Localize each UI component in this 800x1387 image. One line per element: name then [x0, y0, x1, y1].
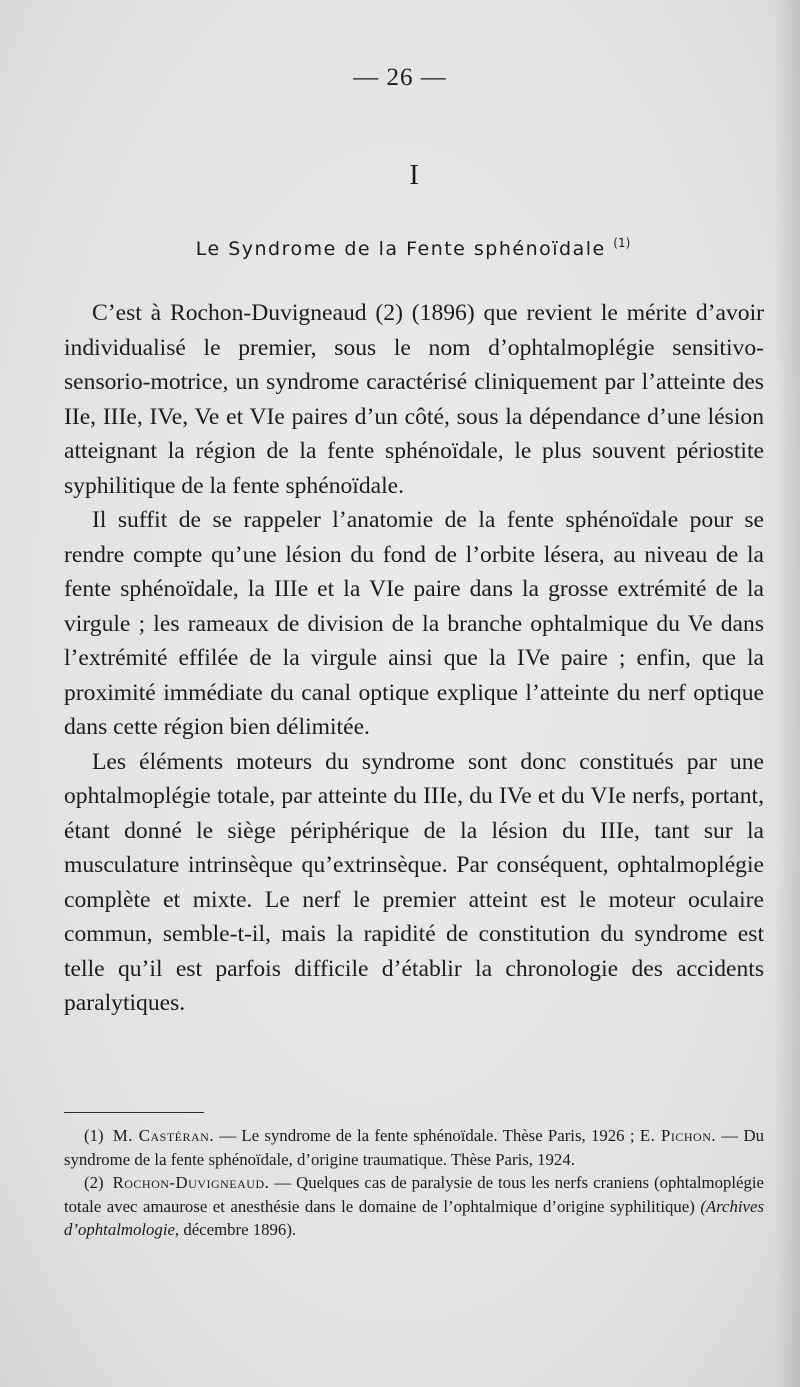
paragraph: Il suffit de se rappeler l’anatomie de la fente sphénoïdale pour se rendre compte qu’une lésion du fond de l’orbite lésera, au niveau de la fente sphénoïdale, la IIIe et la VIe paire dans la grosse extrémité de la virgule ; les rameaux de division de la branche ophtalmique du Ve dans l’extrémité effilée de la virgule ainsi que la IVe paire ; enfin, que la proximité immédiate du canal optique explique l’atteinte du nerf optique dans cette région bien délimitée.: [64, 507, 764, 740]
footnote-date: décembre 1896).: [183, 1220, 297, 1239]
page-number: — 26 —: [353, 64, 447, 91]
footnote-marker: (1): [84, 1126, 104, 1145]
section-title-footnote-ref: (1): [613, 236, 631, 250]
paragraph: C’est à Rochon-Duvigneaud (2) (1896) que revient le mérite d’avoir individualisé le premier, sous le nom d’ophtalmoplégie sensitivo-sensorio-motrice, un syndrome caractérisé cliniquement par l’atteinte des IIe, IIIe, IVe, Ve et VIe paires d’un côté, sous la dépendance d’une lésion atteignant la région de la fente sphénoïdale, le plus souvent périostite syphilitique de la fente sphénoïdale.: [64, 300, 764, 499]
footnote-author: M. Castéran.: [112, 1126, 215, 1145]
footnote-text: — Du syndrome de la fente sphénoïdale, d’origine traumatique. Thèse Paris, 1924.: [64, 1126, 764, 1169]
footnote-1: [64, 1124, 764, 1171]
footnote-author: Rochon-Duvigneaud.: [112, 1173, 270, 1192]
footnote-journal: (Archives d’ophtalmologie,: [64, 1196, 764, 1239]
paragraph: Les éléments moteurs du syndrome sont donc constitués par une ophtalmoplégie totale, par atteinte du IIIe, du IVe et du VIe nerfs, portant, étant donné le siège périphérique de la lésion du IIIe, tant sur la musculature intrinsèque qu’extrinsèque. Par conséquent, ophtalmoplégie complète et mixte. Le nerf le premier atteint est le moteur oculaire commun, semble-t-il, mais la rapidité de constitution du syndrome est telle qu’il est parfois difficile d’établir la chronologie des accidents paralytiques.: [64, 748, 764, 1016]
body-text: [64, 296, 764, 1021]
footnote-marker: (2): [84, 1173, 104, 1192]
section-title: [0, 236, 800, 260]
footnote-separator: [64, 1112, 204, 1113]
section-title-text: Le Syndrome de la Fente sphénoïdale: [195, 238, 606, 260]
footnote-author: E. Pichon.: [639, 1126, 717, 1145]
footnotes: [64, 1124, 764, 1242]
section-number: I: [409, 160, 419, 191]
footnote-2: [64, 1171, 764, 1242]
footnote-text: — Le syndrome de la fente sphénoïdale. Thèse Paris, 1926 ;: [219, 1126, 635, 1145]
footnote-text: — Quelques cas de paralysie de tous les nerfs craniens (ophtalmoplégie totale avec amaurose et anesthésie dans le domaine de l’ophtalmique d’origine syphilitique): [64, 1173, 764, 1216]
page-edge-shadow: [774, 0, 800, 1387]
